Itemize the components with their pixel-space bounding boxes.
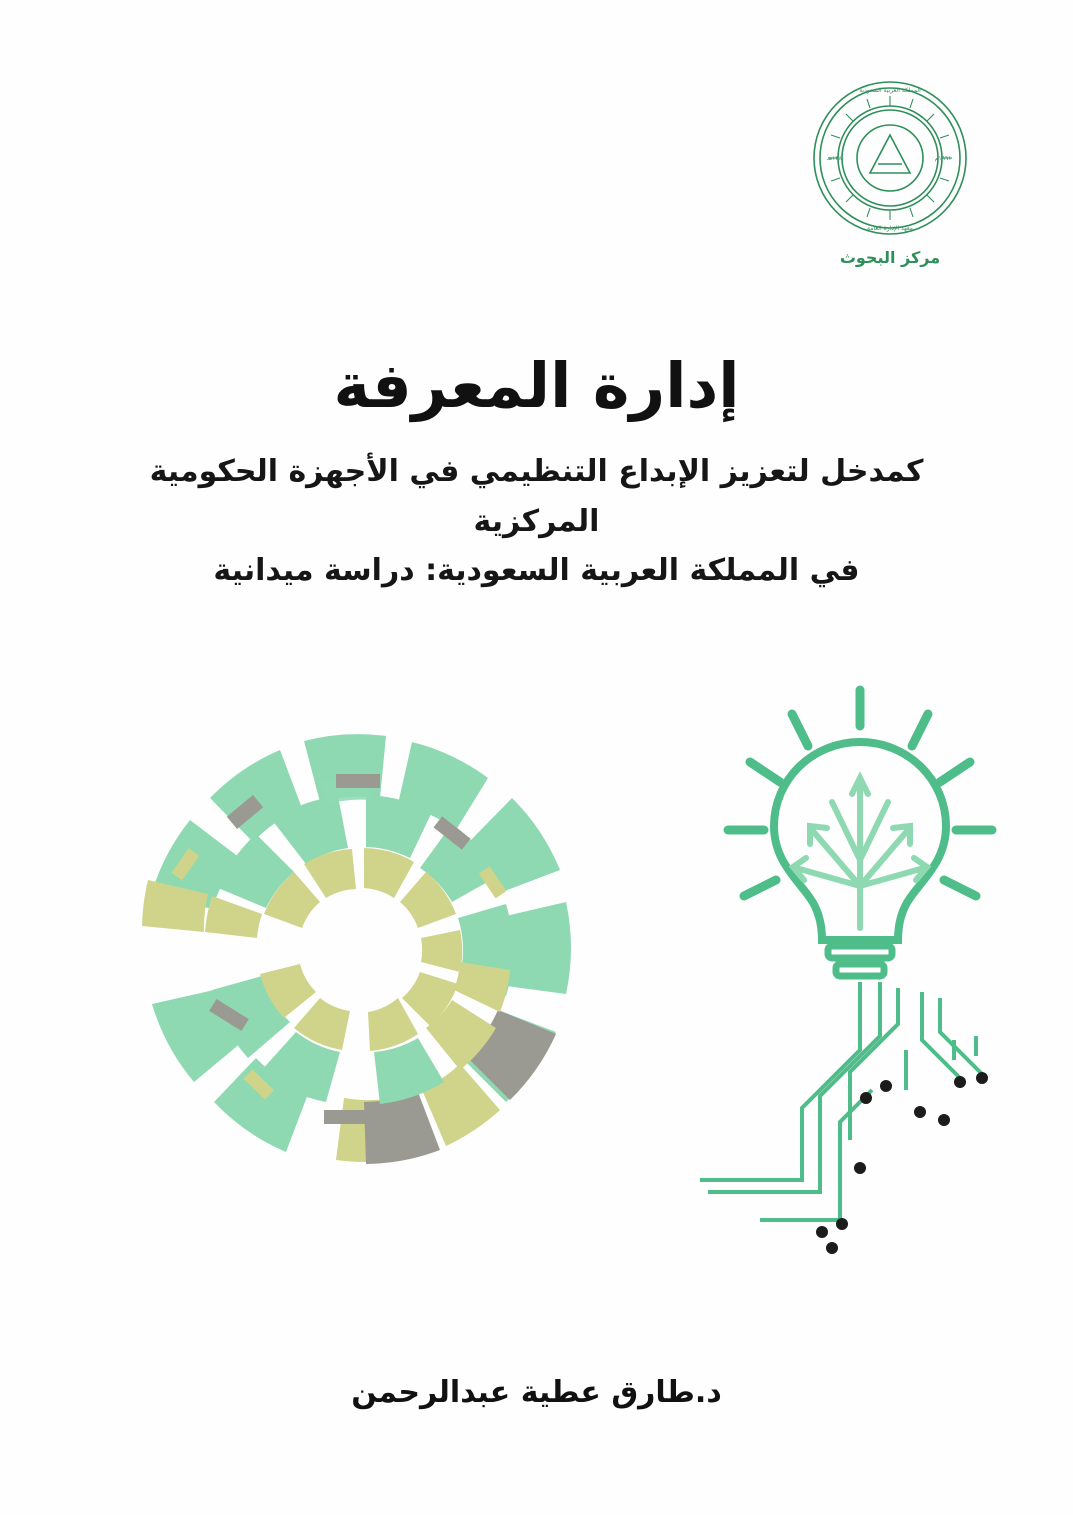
author-block [0,1375,1073,1410]
page-title: إدارة المعرفة [333,349,740,422]
author-name: د.طارق عطية عبدالرحمن [351,1375,722,1410]
svg-text:١٩٦١م: ١٩٦١م [934,155,952,162]
circular-segmented-disc [142,734,571,1164]
subtitle-line-1: كمدخل لتعزيز الإبداع التنظيمي في الأجهزة الحكومية المركزية [149,454,924,539]
svg-text:المملكة العربية السعودية: المملكة العربية السعودية [859,87,921,94]
publisher-logo-block [795,78,985,267]
knowledge-network-illustration [60,620,1020,1300]
institute-seal-icon [810,78,970,238]
title-block [0,350,1073,596]
circuit-traces [700,982,982,1220]
subtitle-line-2: في المملكة العربية السعودية: دراسة ميدانية [213,553,860,589]
svg-text:معهد الإدارة العامة: معهد الإدارة العامة [867,225,913,232]
lightbulb-idea-icon [728,690,992,976]
page-subtitle [95,447,978,596]
svg-text:١٣٨٠هـ: ١٣٨٠هـ [827,155,845,162]
research-center-label: مركز البحوث [839,248,941,267]
